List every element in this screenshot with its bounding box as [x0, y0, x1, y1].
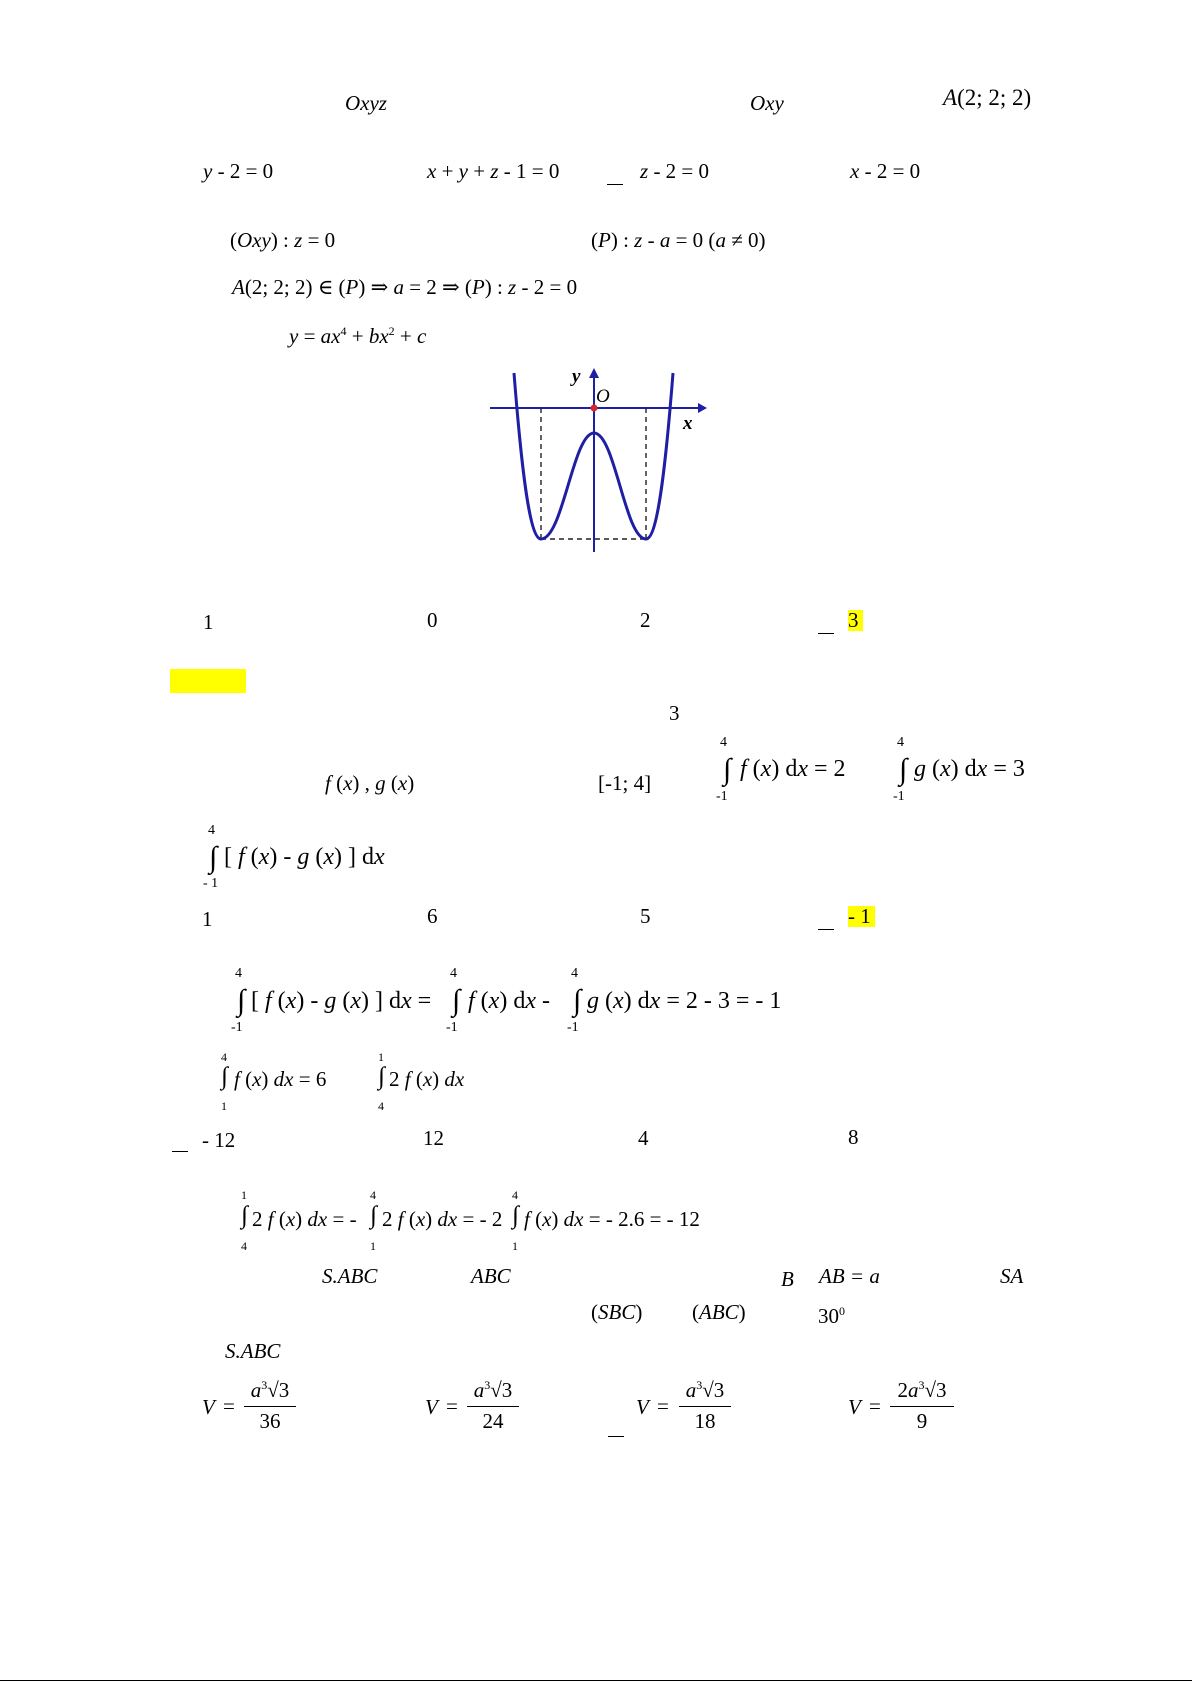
answer-marker	[172, 1151, 188, 1152]
q2-option-d: 3	[848, 610, 863, 631]
q1-option-b: x + y + z - 1 = 0	[427, 159, 560, 183]
q2-graph	[485, 365, 715, 565]
q5-pyramid: S.ABC	[322, 1264, 378, 1288]
highlight-mark	[170, 669, 246, 693]
answer-marker	[608, 1436, 624, 1437]
q4-option-c: 4	[638, 1126, 649, 1150]
q5-angle: $30^0$	[818, 1304, 845, 1328]
q4-option-d: 8	[848, 1125, 859, 1149]
y-axis-label: y	[572, 366, 581, 387]
q5-volume-of: S.ABC	[225, 1339, 281, 1363]
page-bottom-rule	[0, 1680, 1192, 1681]
q5-plane-abc: (ABC)	[692, 1300, 746, 1324]
y-axis-arrow	[589, 368, 599, 378]
q2-option-b: 0	[427, 608, 438, 632]
q4-option-a: - 12	[202, 1128, 236, 1152]
q1-solution-oxy: (Oxy) : z = 0	[230, 228, 336, 252]
q1-solution-p: (P) : z - a = 0 (a ≠ 0)	[591, 228, 766, 252]
answer-marker	[607, 184, 623, 185]
q1-plane-oxy: Oxy	[750, 91, 784, 115]
q4-option-b: 12	[423, 1126, 444, 1150]
q1-option-d: x - 2 = 0	[850, 159, 921, 183]
q1-frame-oxyz: Oxyz	[345, 91, 387, 115]
q2-function: $y = ax^4 + bx^2 + c$	[289, 324, 427, 348]
q3-interval: [-1; 4]	[598, 771, 652, 795]
q3-header-number: 3	[669, 701, 680, 725]
q5-edge-ab: AB = a	[819, 1264, 880, 1288]
q3-option-d: - 1	[848, 906, 875, 927]
q2-option-a: 1	[203, 610, 214, 634]
x-axis-label: x	[683, 413, 693, 434]
q1-solution-line2: A(2; 2; 2) ∈ (P) ⇒ a = 2 ⇒ (P) : z - 2 = 0	[232, 275, 578, 299]
q5-edge-sa: SA	[1000, 1264, 1024, 1288]
q3-functions: f (x) , g (x)	[325, 771, 415, 795]
q3-option-b: 6	[427, 904, 438, 928]
q3-option-c: 5	[640, 904, 651, 928]
q5-plane-sbc: (SBC)	[591, 1300, 643, 1324]
origin-label: O	[596, 386, 610, 407]
q1-option-a: y - 2 = 0	[203, 159, 274, 183]
q3-option-a: 1	[202, 907, 213, 931]
x-axis-arrow	[698, 403, 707, 413]
q5-base: ABC	[471, 1264, 511, 1288]
q5-vertex-b: B	[781, 1267, 794, 1291]
answer-marker	[818, 633, 834, 634]
q2-option-c: 2	[640, 608, 651, 632]
answer-marker	[818, 929, 834, 930]
q1-option-c: z - 2 = 0	[640, 159, 710, 183]
q1-point-a: A(2; 2; 2)	[943, 85, 1032, 110]
